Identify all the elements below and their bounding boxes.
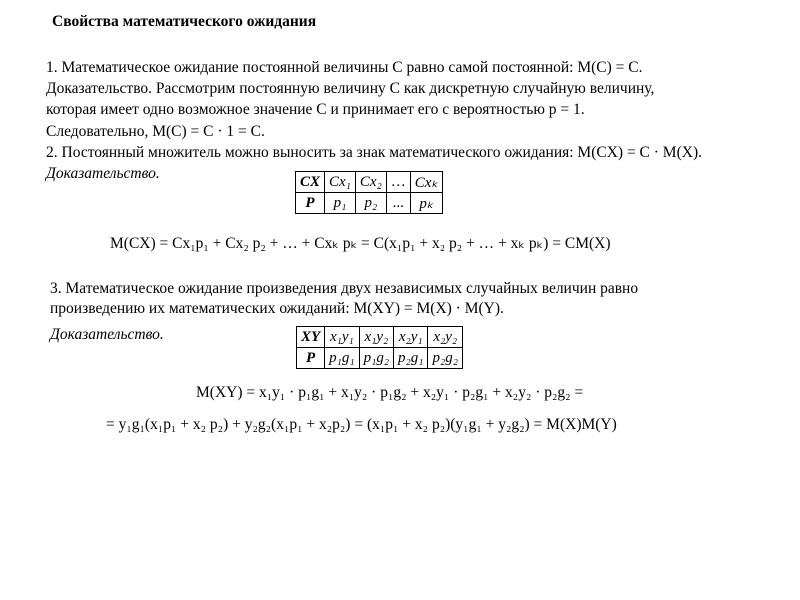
- table-cell: pₖ: [410, 193, 442, 214]
- table-cell: Cx₁: [325, 172, 356, 193]
- property1-conclusion: Следовательно, M(C) = C · 1 = C.: [46, 123, 265, 140]
- property3-distribution-table: [296, 326, 463, 369]
- table-cell: p₁: [325, 193, 356, 214]
- table-cell: …: [386, 172, 410, 193]
- table-cell: Cxₖ: [410, 172, 442, 193]
- table-cell: p₁g₁: [325, 348, 359, 369]
- table-cell: p₂: [355, 193, 386, 214]
- property3-statement-line1: 3. Математическое ожидание произведения двух независимых случайных величин равно: [50, 280, 639, 297]
- table-cell: Cx₂: [355, 172, 386, 193]
- property3-formula-line1: M(XY) = x₁y₁ · p₁g₁ + x₁y₂ · p₁g₂ + x₂y₁ · p₂g₁ + x₂y₂ · p₂g₂ =: [196, 384, 584, 401]
- slide-title: Свойства математического ожидания: [52, 13, 317, 30]
- table-cell: P: [296, 193, 325, 214]
- property2-proof-label: Доказательство.: [46, 165, 160, 182]
- property2-statement: 2. Постоянный множитель можно выносить за знак математического ожидания: M(CX) = C · M(X).: [46, 144, 702, 161]
- property2-formula: M(CX) = Cx₁p₁ + Cx₂ p₂ + … + Cxₖ pₖ = C(x₁p₁ + x₂ p₂ + … + xₖ pₖ) = CM(X): [110, 235, 611, 252]
- table-row: [297, 348, 463, 369]
- table-cell: x₁y₂: [359, 327, 393, 348]
- table-cell: x₁y₁: [325, 327, 359, 348]
- property1-proof-line2: которая имеет одно возможное значение C и принимает его с вероятностью p = 1.: [46, 101, 585, 118]
- table-cell: p₁g₂: [359, 348, 393, 369]
- property2-distribution-table: [295, 171, 443, 214]
- property1-proof-line1: Доказательство. Рассмотрим постоянную величину C как дискретную случайную величину,: [46, 80, 655, 97]
- table-cell: x₂y₂: [428, 327, 462, 348]
- property1-statement: 1. Математическое ожидание постоянной величины C равно самой постоянной: M(C) = C.: [46, 59, 643, 76]
- property3-formula-line2: = y₁g₁(x₁p₁ + x₂ p₂) + y₂g₂(x₁p₁ + x₂p₂) = (x₁p₁ + x₂ p₂)(y₁g₁ + y₂g₂) = M(X)M(Y): [106, 416, 617, 433]
- table-cell: x₂y₁: [394, 327, 428, 348]
- property3-statement-line2: произведению их математических ожиданий: M(XY) = M(X) · M(Y).: [50, 300, 504, 317]
- table-row: [297, 327, 463, 348]
- table-row: [296, 193, 443, 214]
- property3-proof-label: Доказательство.: [50, 326, 164, 343]
- table-row: [296, 172, 443, 193]
- table-cell: XY: [297, 327, 325, 348]
- table-cell: p₂g₁: [394, 348, 428, 369]
- table-cell: P: [297, 348, 325, 369]
- table-cell: CX: [296, 172, 325, 193]
- table-cell: ...: [386, 193, 410, 214]
- table-cell: p₂g₂: [428, 348, 462, 369]
